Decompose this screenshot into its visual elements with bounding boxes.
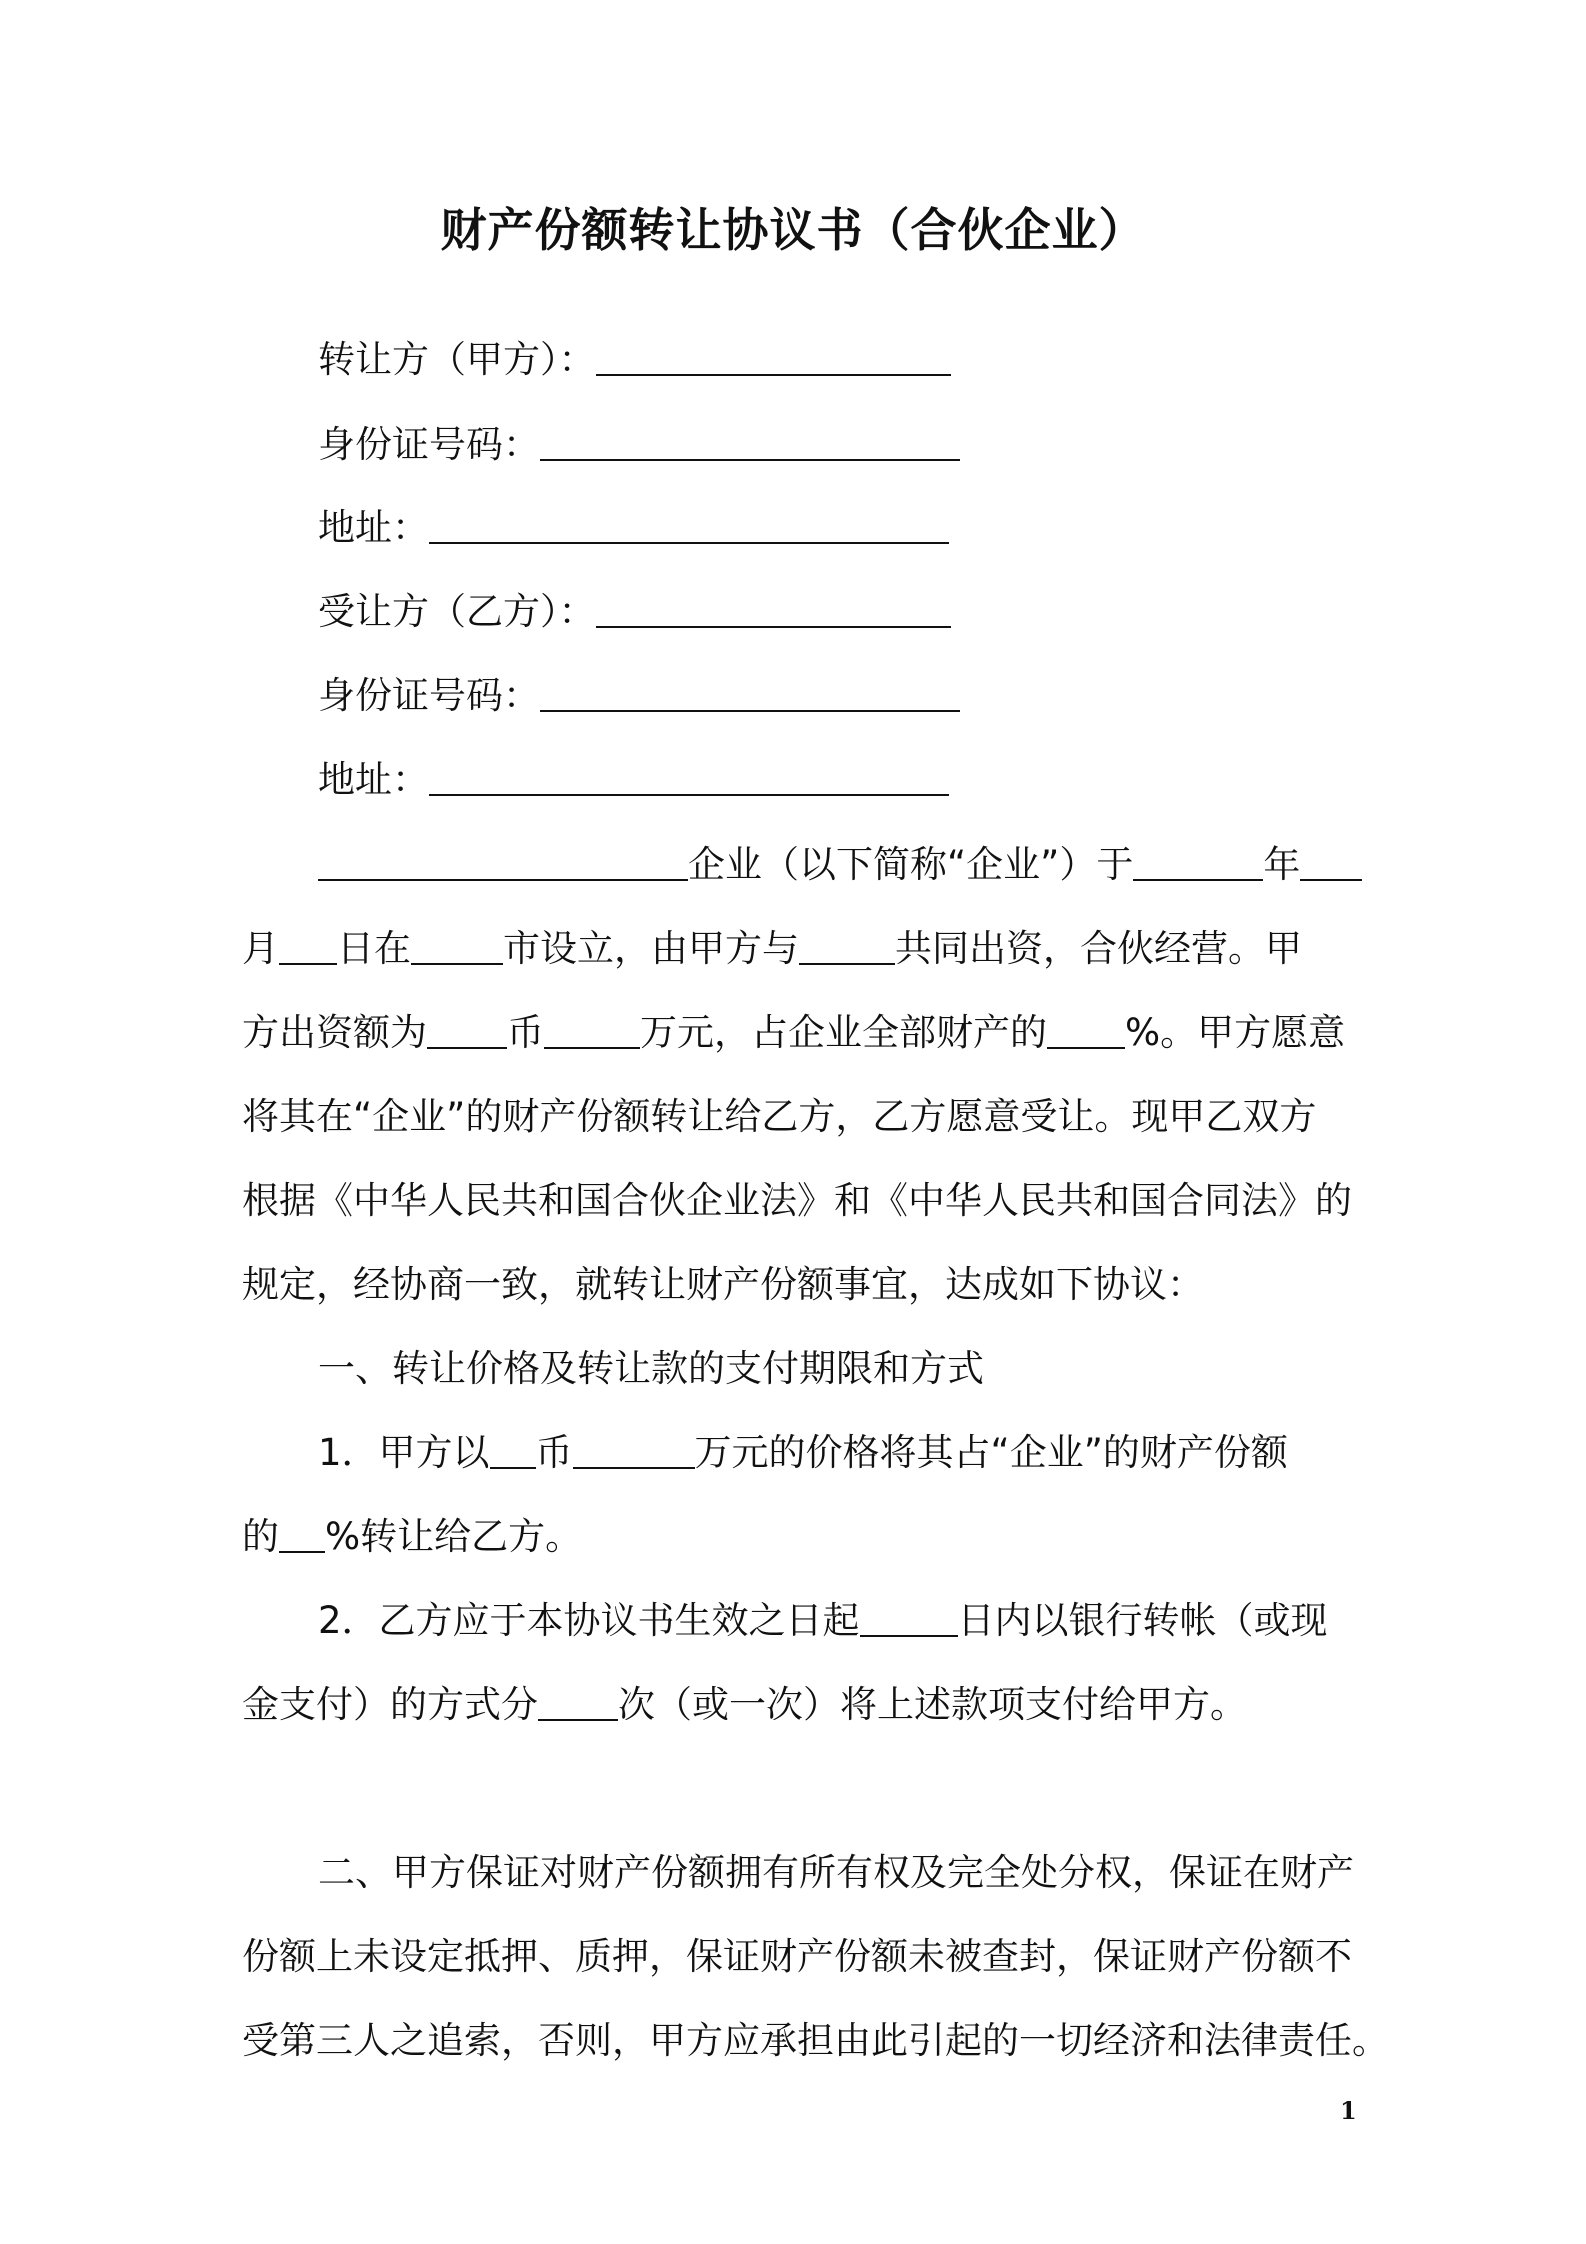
intro-text: 方出资额为 [242, 1011, 427, 1054]
intro-line-6: 规定，经协商一致，就转让财产份额事宜，达成如下协议： [242, 1263, 1204, 1306]
section-1-p1-line-2 [242, 1512, 582, 1562]
clause-text: 日内以银行转帐（或现 [957, 1599, 1328, 1642]
clause-text: 2．乙方应于本协议书生效之日起 [318, 1599, 860, 1642]
page-number: 1 [1340, 2096, 1357, 2125]
document-title: 财产份额转让协议书（合伙企业） [440, 203, 1146, 257]
transferee-address-label: 地址： [318, 758, 429, 801]
intro-line-1 [318, 840, 1362, 890]
transferee-id-blank [540, 676, 960, 712]
transferor-id-field [318, 420, 960, 470]
section-1-heading: 一、转让价格及转让款的支付期限和方式 [318, 1347, 984, 1390]
section-1-p2-line-1 [318, 1596, 1328, 1646]
transferee-label: 受让方（乙方）： [318, 590, 596, 633]
clause-text: %转让给乙方。 [325, 1515, 583, 1558]
city-blank [411, 929, 503, 965]
days-blank [860, 1601, 958, 1637]
year-blank [1133, 845, 1263, 881]
clause-text: 1．甲方以 [318, 1431, 490, 1474]
transferee-id-field [318, 671, 960, 721]
currency-blank [490, 1433, 536, 1469]
transferor-field [318, 335, 951, 385]
transferee-address-field [318, 755, 949, 805]
transferor-address-label: 地址： [318, 506, 429, 549]
clause-text: 币 [535, 1431, 573, 1474]
amount-blank [544, 1013, 640, 1049]
month-blank [279, 929, 337, 965]
intro-text: 市设立，由甲方与 [503, 927, 799, 970]
enterprise-name-blank [318, 845, 688, 881]
transferor-blank [596, 340, 951, 376]
intro-text: %。甲方愿意 [1125, 1011, 1346, 1054]
section-2-line-3: 受第三人之追索，否则，甲方应承担由此引起的一切经济和法律责任。 [242, 2019, 1389, 2062]
blank [1300, 845, 1362, 881]
transferor-address-blank [429, 508, 949, 544]
clause-text: 金支付）的方式分 [242, 1683, 538, 1726]
intro-line-4: 将其在“企业”的财产份额转让给乙方，乙方愿意受让。现甲乙双方 [242, 1095, 1317, 1138]
intro-text: 日在 [337, 927, 411, 970]
transferor-id-label: 身份证号码： [318, 423, 540, 466]
intro-text: 万元，占企业全部财产的 [640, 1011, 1047, 1054]
transferor-id-blank [540, 425, 960, 461]
clause-text: 的 [242, 1515, 279, 1558]
percent-blank [1047, 1013, 1125, 1049]
installments-blank [538, 1685, 618, 1721]
intro-text: 共同出资，合伙经营。甲 [895, 927, 1302, 970]
transferor-address-field [318, 503, 949, 553]
currency-blank [427, 1013, 507, 1049]
section-2-line-1: 二、甲方保证对财产份额拥有所有权及完全处分权，保证在财产 [318, 1851, 1354, 1894]
price-blank [573, 1433, 695, 1469]
intro-text: 企业（以下简称“企业”）于 [688, 843, 1134, 886]
partner-blank [799, 929, 895, 965]
section-1-p1-line-1 [318, 1428, 1288, 1478]
intro-text: 月 [242, 927, 279, 970]
percent-blank [279, 1517, 325, 1553]
section-1-p2-line-2 [242, 1680, 1247, 1730]
transferee-address-blank [429, 760, 949, 796]
clause-text: 次（或一次）将上述款项支付给甲方。 [618, 1683, 1247, 1726]
clause-text: 万元的价格将其占“企业”的财产份额 [694, 1431, 1288, 1474]
transferee-blank [596, 592, 951, 628]
intro-text: 币 [507, 1011, 544, 1054]
transferee-field [318, 587, 951, 637]
section-2-line-2: 份额上未设定抵押、质押，保证财产份额未被查封，保证财产份额不 [242, 1935, 1352, 1978]
intro-text: 年 [1263, 843, 1301, 886]
intro-line-2 [242, 924, 1302, 974]
intro-line-5: 根据《中华人民共和国合伙企业法》和《中华人民共和国合同法》的 [242, 1179, 1352, 1222]
transferee-id-label: 身份证号码： [318, 674, 540, 717]
intro-line-3 [242, 1008, 1345, 1058]
transferor-label: 转让方（甲方）： [318, 338, 596, 381]
